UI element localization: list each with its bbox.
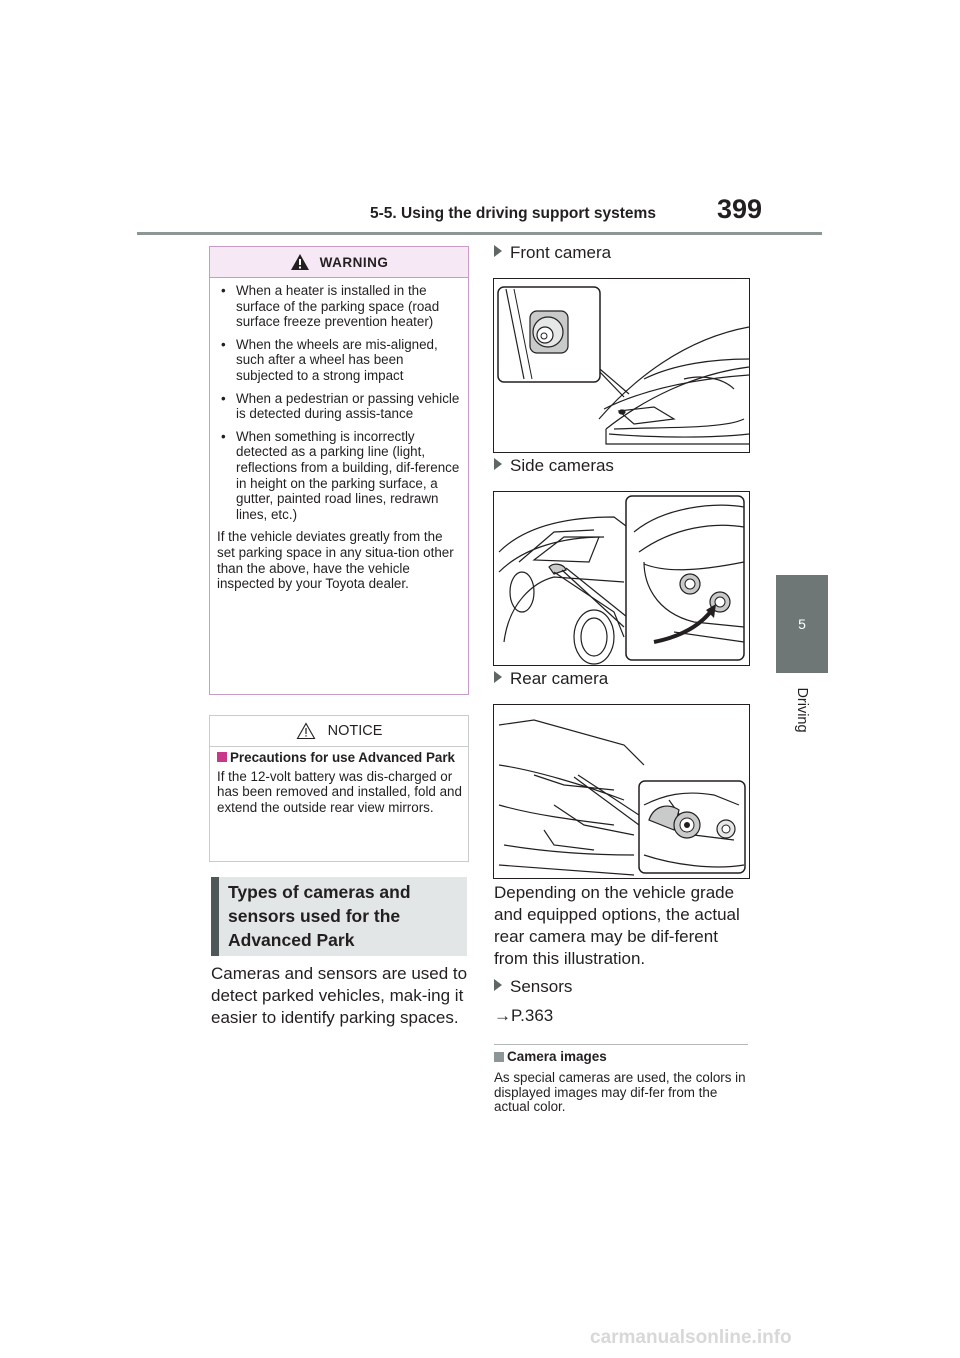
watermark: carmanualsonline.info: [590, 1327, 792, 1348]
notice-body: [217, 750, 463, 815]
warning-item: • When something is incorrectly detected as a parking line (light, reflections from a building, dif-ference in height on the parking surface, a gutter, painted road lines, redrawn lines, etc.): [217, 429, 463, 523]
section-heading: Types of cameras and sensors used for the Advanced Park: [211, 877, 467, 956]
bullet-triangle-icon: [494, 245, 502, 257]
side-cameras-drawing: [494, 492, 749, 665]
side-cameras-label: Side cameras: [510, 456, 614, 475]
warning-item: • When a heater is installed in the surface of the parking space (road surface freeze prevention heater): [217, 283, 463, 330]
rear-camera-note: Depending on the vehicle grade and equipped options, the actual rear camera may be dif-ferent from this illustration.: [494, 883, 740, 968]
camera-images-heading: Camera images: [507, 1049, 607, 1064]
divider: [494, 1044, 748, 1045]
rear-camera-drawing: [494, 705, 749, 878]
sensors-label: Sensors: [510, 977, 573, 996]
rear-camera-illustration: [493, 704, 750, 879]
bullet-triangle-icon: [494, 671, 502, 683]
warning-item: • When a pedestrian or passing vehicle is detected during assis-tance: [217, 391, 463, 422]
notice-heading: NOTICE: [327, 723, 383, 739]
warning-header: [210, 247, 468, 278]
camera-images-text: As special cameras are used, the colors in displayed images may dif-fer from the actual color.: [494, 1070, 746, 1114]
notice-text: If the 12-volt battery was dis-charged or has been removed and installed, fold and extend the outside rear view mirrors.: [217, 768, 462, 815]
chapter-tab: [776, 575, 828, 673]
notice-subheading-row: [217, 750, 463, 766]
front-camera-drawing: [494, 279, 749, 452]
chapter-number: 5: [798, 616, 806, 632]
section-title: 5-5. Using the driving support systems: [370, 205, 656, 222]
rear-camera-label: Rear camera: [510, 669, 609, 688]
chapter-label: Driving: [794, 687, 810, 733]
notice-subheading: Precautions for use Advanced Park: [230, 750, 455, 765]
sensors-reference: →P.363: [494, 1006, 554, 1025]
rear-camera-label-row: [494, 668, 608, 690]
front-camera-label: Front camera: [510, 243, 612, 262]
section-intro: Cameras and sensors are used to detect parked vehicles, mak-ing it easier to identify parking spaces.: [211, 964, 468, 1027]
notice-box: [209, 715, 469, 862]
warning-box: [209, 246, 469, 695]
header-rule: [137, 232, 822, 235]
front-camera-label-row: [494, 242, 611, 264]
caution-triangle-icon: [296, 722, 316, 740]
notice-header: [210, 716, 468, 747]
square-marker-icon: [494, 1052, 504, 1062]
sensors-label-row: [494, 976, 572, 998]
side-cameras-label-row: [494, 455, 614, 477]
camera-images-heading-row: [494, 1049, 607, 1064]
page-number: 399: [717, 194, 763, 224]
front-camera-illustration: [493, 278, 750, 453]
side-cameras-illustration: [493, 491, 750, 666]
warning-footer: If the vehicle deviates greatly from the set parking space in any situa-tion other than the above, have the vehicle inspected by your Toyota dealer.: [217, 529, 454, 592]
bullet-triangle-icon: [494, 458, 502, 470]
warning-item: • When the wheels are mis-aligned, such after a wheel has been subjected to a strong impact: [217, 337, 463, 384]
square-marker-icon: [217, 752, 227, 762]
warning-triangle-icon: [290, 253, 310, 271]
bullet-triangle-icon: [494, 979, 502, 991]
warning-body: [217, 283, 463, 592]
warning-heading: WARNING: [319, 254, 389, 270]
